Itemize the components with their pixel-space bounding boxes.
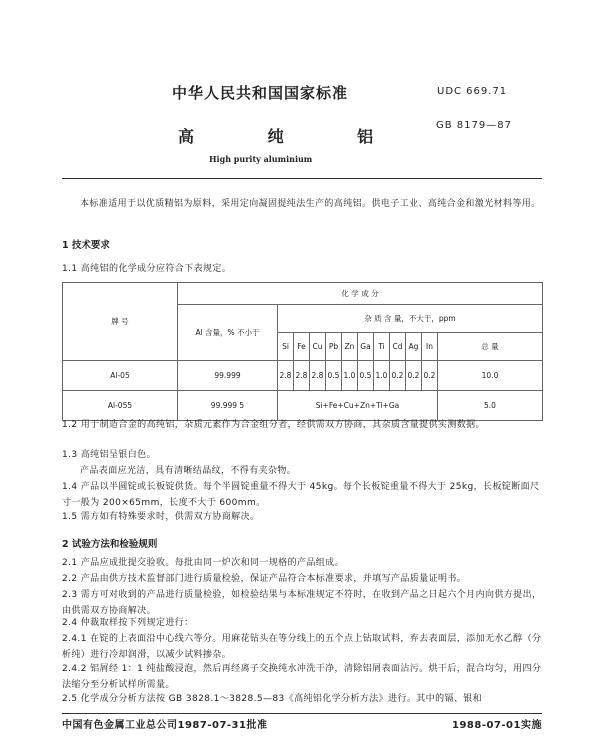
al-content-header: Al 含量，% 不小于 <box>178 305 278 361</box>
clause-2-4-1: 2.4.1 在锭的上表面沿中心线六等分。用麻花钻头在等分线上的五个点上钻取试料，弃去表面层，添加无水乙醇（分析纯）进行冷却润滑，以减少试料掺杂。 <box>62 634 542 660</box>
standard-number: GB 8179—87 <box>436 120 512 131</box>
element-header: Cd <box>390 333 406 361</box>
total-cell: 10.0 <box>438 361 543 391</box>
element-header: Zn <box>342 333 358 361</box>
impurity-header: 杂 质 含 量，不大于，ppm <box>278 305 543 333</box>
impurity-cell: 0.2 <box>422 361 438 391</box>
impurity-cell: 1.0 <box>374 361 390 391</box>
total-cell: 5.0 <box>438 391 543 421</box>
clause-2-2: 2.2 产品由供方技术监督部门进行质量检验，保证产品符合本标准要求，并填写产品质量证明书。 <box>62 574 467 584</box>
clause-2-4-2: 2.4.2 铝屑经 1：1 纯盐酸浸泡，然后再经离子交换纯水冲洗干净，清除铝屑表面沾污。烘干后，混合均匀，用四分法缩分至分析试样所需量。 <box>62 664 542 690</box>
intro-paragraph: 本标准适用于以优质精铝为原料，采用定向凝固提纯法生产的高纯铝。供电子工业、高纯合金和激光材料等用。 <box>80 199 541 209</box>
header-divider <box>62 178 542 179</box>
impurity-cell: 1.0 <box>342 361 358 391</box>
section-2-heading: 2 试验方法和检验规则 <box>62 539 158 550</box>
clause-1-4: 1.4 产品以半圆锭或长板锭供货。每个半圆锭重量不得大于 45kg。每个长板锭重量不得大于 25kg，长板锭断面尺寸一般为 200×65mm，长度不大于 600mm。 <box>62 482 540 508</box>
page-title: 高 纯 铝 <box>178 127 408 146</box>
impurity-cell: 2.8 <box>294 361 310 391</box>
english-title: High purity aluminium <box>209 154 313 164</box>
clause-2-4: 2.4 仲裁取样按下列规定进行： <box>62 618 194 628</box>
clause-2-1: 2.1 产品应成批提交验收。每批由同一炉次和同一规格的产品组成。 <box>62 558 344 568</box>
impurity-cell: 0.5 <box>358 361 374 391</box>
impurity-cell: 0.5 <box>326 361 342 391</box>
grade-cell: Al-05 <box>63 361 178 391</box>
element-header: Pb <box>326 333 342 361</box>
table-row <box>63 361 543 391</box>
total-header: 总 量 <box>438 333 543 361</box>
clause-2-3: 2.3 需方可对收到的产品进行质量检验，如检验结果与本标准规定不符时，在收到产品之日起六个月内向供方提出，由供需双方协商解决。 <box>62 590 542 616</box>
impurity-cell: 2.8 <box>310 361 326 391</box>
udc-number: UDC 669.71 <box>437 86 508 97</box>
approval-note: 中国有色金属工业总公司1987-07-31批准 <box>62 720 268 731</box>
clause-1-1: 1.1 高纯铝的化学成分应符合下表规定。 <box>62 264 232 274</box>
impurity-cell: 2.8 <box>278 361 294 391</box>
al-cell: 99.999 5 <box>178 391 278 421</box>
element-header: Cu <box>310 333 326 361</box>
impurity-cell: 0.2 <box>390 361 406 391</box>
composition-table <box>62 282 543 421</box>
impurity-cell: 0.2 <box>406 361 422 391</box>
element-header: Fe <box>294 333 310 361</box>
al-cell: 99.999 <box>178 361 278 391</box>
footer-divider <box>62 713 542 714</box>
element-header: In <box>422 333 438 361</box>
clause-2-5: 2.5 化学成分分析方法按 GB 3828.1～3828.5—83《高纯铝化学分析方法》进行。其中的镉、银和 <box>62 694 483 704</box>
standard-org-title: 中华人民共和国国家标准 <box>172 84 349 102</box>
element-header: Ag <box>406 333 422 361</box>
grade-cell: Al-055 <box>63 391 178 421</box>
element-header: Ga <box>358 333 374 361</box>
table-row <box>63 391 543 421</box>
merged-impurity-cell: Si+Fe+Cu+Zn+Ti+Ga <box>278 391 438 421</box>
clause-1-5: 1.5 需方如有特殊要求时，供需双方协商解决。 <box>62 512 260 522</box>
effective-date: 1988-07-01实施 <box>452 720 542 731</box>
clause-1-3: 1.3 高纯铝呈银白色。 产品表面应光洁，具有清晰结晶纹，不得有夹杂物。 <box>62 450 297 476</box>
element-header: Ti <box>374 333 390 361</box>
section-1-heading: 1 技术要求 <box>62 240 110 251</box>
grade-header: 牌 号 <box>63 283 178 361</box>
element-header: Si <box>278 333 294 361</box>
clause-1-2: 1.2 用于制造合金的高纯铝，杂质元素作为合金组分者，经供需双方协商，其杂质含量提供实测数据。 <box>62 420 485 430</box>
composition-header: 化 学 成 分 <box>178 283 543 305</box>
